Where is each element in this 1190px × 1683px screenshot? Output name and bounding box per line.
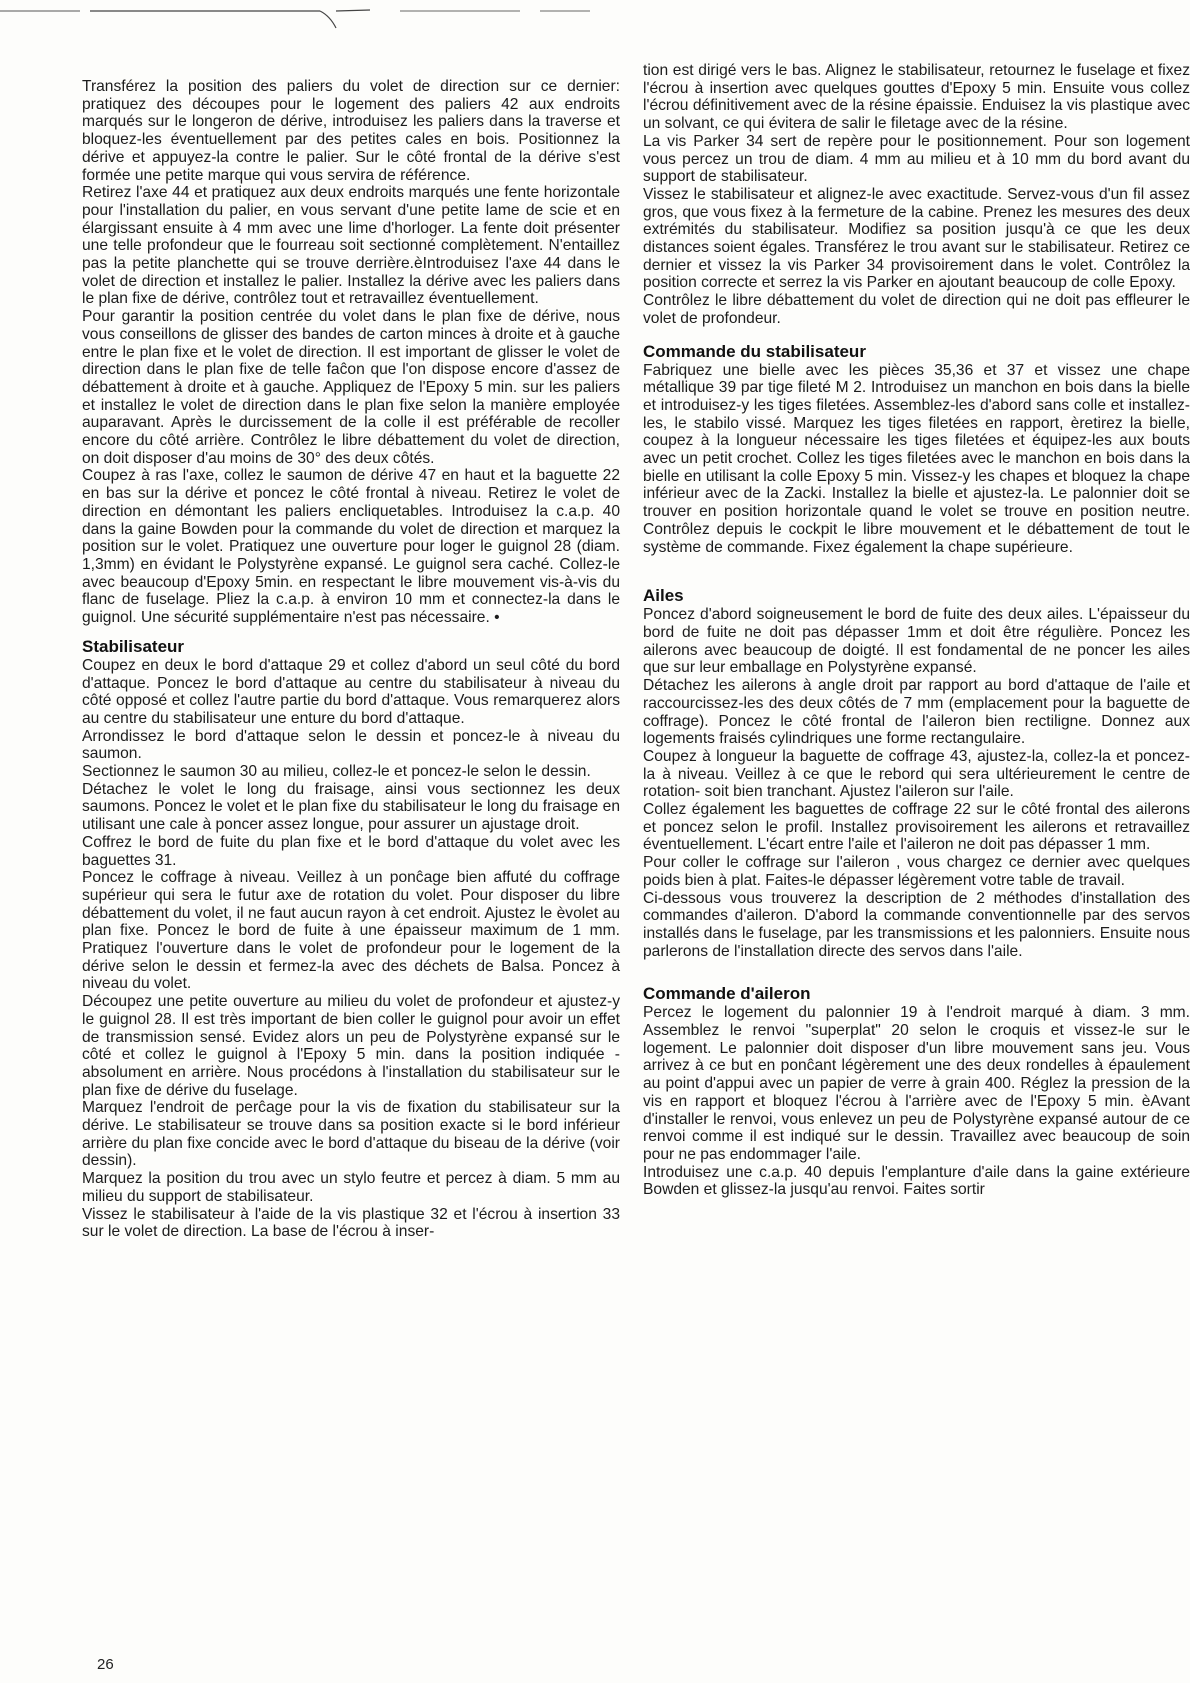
- paragraph: Marquez l'endroit de perĉage pour la vis de fixation du stabilisateur sur la dérive. Le stabilisateur se trouve dans sa position exacte si le bord inférieur arrière du plan fixe concide avec le bord d'attaque du biseau de la dérive (voir dessin).: [82, 1099, 620, 1170]
- paragraph: tion est dirigé vers le bas. Alignez le stabilisateur, retournez le fuselage et fixez l'écrou à insertion avec quelques gouttes d'Epoxy 5 min. Ensuite vous collez l'écrou définitivement avec de la résine épaissie. Enduisez la vis plastique avec un solvant, ce qui évitera de salir le filetage avec de la résine.: [643, 62, 1190, 133]
- paragraph: Coffrez le bord de fuite du plan fixe et le bord d'attaque du volet avec les baguettes 31.: [82, 833, 620, 869]
- paragraph: Retirez l'axe 44 et pratiquez aux deux endroits marqués une fente horizontale pour l'installation du palier, en vous servant d'une petite lame de scie et en élargissant ensuite à 4 mm avec une lime d'horloger. La fente doit présenter une telle profondeur que le fourreau soit sectionné complètement. N'entaillez pas la petite planchette qui se trouve derrière.èIntroduisez l'axe 44 dans le volet de direction et installez le palier. Installez la dérive avec les paliers dans le plan fixe de dérive, contrôlez tout et retravaillez éventuellement.: [82, 184, 620, 308]
- paragraph: Découpez une petite ouverture au milieu du volet de profondeur et ajustez-y le guignol 28. Il est très important de bien coller le guignol pour avoir un effet de transmission sensé. Evidez alors un peu de Polystyrène expansé sur le côté et collez le guignol à l'Epoxy 5 min. dans la position indiquée - absolument en arrière. Nous procédons à l'installation du stabilisateur sur le plan fixe de dérive du fuselage.: [82, 993, 620, 1099]
- section-heading-commande-stabilisateur: Commande du stabilisateur: [643, 341, 866, 361]
- section-heading-stabilisateur: Stabilisateur: [82, 636, 185, 656]
- paragraph: La vis Parker 34 sert de repère pour le positionnement. Pour son logement vous percez un trou de diam. 4 mm au milieu et à 10 mm du bord avant du support de stabilisateur.: [643, 132, 1190, 186]
- right-column: [643, 0, 1190, 1199]
- paragraph: Arrondissez le bord d'attaque selon le dessin et poncez-le à niveau du saumon.: [82, 727, 620, 763]
- paragraph: Pour garantir la position centrée du volet dans le plan fixe de dérive, nous vous conseillons de glisser des bandes de carton minces à droite et à gauche entre le plan fixe et le volet de direction. Il est important de glisser le volet de direction dans le plan fixe de telle faĉon que l'on dispose encore d'assez de débattement à droite et à gauche. Appliquez de l'Epoxy 5 min. sur les paliers et installez le volet de direction dans le plan fixe selon la manière employée auparavant. Après le durcissement de la colle il est préférable de recoller encore du côté arrière. Contrôlez le libre débattement du volet de direction, on doit disposer d'au moins de 30° des deux côtés.: [82, 308, 620, 467]
- paragraph: Coupez à ras l'axe, collez le saumon de dérive 47 en haut et la baguette 22 en bas sur la dérive et poncez le côté frontal à niveau. Retirez le volet de direction en démontant les paliers encliquetables. Introduisez la c.a.p. 40 dans la gaine Bowden pour la commande du volet de direction et marquez la position sur le volet. Pratiquez une ouverture pour loger le guignol 28 (diam. 1,3mm) en évidant le Polystyrène expansé. Le guignol sera caché. Collez-le avec beaucoup d'Epoxy 5min. en respectant le libre mouvement vis-à-vis du flanc de fuselage. Pliez la c.a.p. à environ 10 mm et connectez-la dans le guignol. Une sécurité supplémentaire n'est pas nécessaire. •: [82, 467, 620, 627]
- paragraph: Collez également les baguettes de coffrage 22 sur le côté frontal des ailerons et poncez selon le profil. Installez provisoirement les ailerons et retravaillez éventuellement. L'écart entre l'aile et l'aileron ne doit pas dépasser 1 mm.: [643, 801, 1190, 854]
- paragraph: Détachez les ailerons à angle droit par rapport au bord d'attaque de l'aile et raccourcissez-les des deux côtés de 7 mm (emplacement pour la baguette de coffrage). Poncez le côté frontal de l'aileron bien rectiligne. Donnez aux logements fraisés cylindriques une forme rectangulaire.: [643, 677, 1190, 748]
- paragraph: Ci-dessous vous trouverez la description de 2 méthodes d'installation des commandes d'aileron. D'abord la commande conventionnelle par des servos installés dans le fuselage, par les transmissions et les palonniers. Ensuite nous parlerons de l'installation directe des servos dans l'aile.: [643, 889, 1190, 960]
- paragraph: Contrôlez le libre débattement du volet de direction qui ne doit pas effleurer le volet de profondeur.: [643, 292, 1190, 327]
- paragraph: Coupez en deux le bord d'attaque 29 et collez d'abord un seul côté du bord d'attaque. Poncez le bord d'attaque au centre du stabilisateur à niveau du côté opposé et collez l'autre partie du bord d'attaque. Vous remarquerez alors au centre du stabilisateur une enture du bord d'attaque.: [82, 656, 620, 727]
- paragraph: Poncez d'abord soigneusement le bord de fuite des deux ailes. L'épaisseur du bord de fuite ne doit pas dépasser 1mm et doit être régulière. Poncez les ailerons avec beaucoup de doigté. Il est fondamental de ne poncer les ailes que sur leur emballage en Polystyrène expansé.: [643, 606, 1190, 677]
- paragraph: Coupez à longueur la baguette de coffrage 43, ajustez-la, collez-la et poncez-la à niveau. Veillez à ce que le rebord qui sera ultérieurement le centre de rotation- soit bien tranchant. Ajustez l'aileron sur l'aile.: [643, 747, 1190, 801]
- paragraph: Poncez le coffrage à niveau. Veillez à un ponĉage bien affuté du coffrage supérieur qui sera le futur axe de rotation du volet. Pour disposer du libre débattement du volet, il ne faut aucun rayon à cet endroit. Ajustez le èvolet au plan fixe. Poncez le bord de fuite à une épaisseur maximum de 1 mm. Pratiquez l'ouverture dans le volet de profondeur pour le logement de la dérive selon le dessin et fermez-la avec des déchets de Balsa. Poncez à niveau du volet.: [82, 869, 620, 993]
- paragraph: Sectionnez le saumon 30 au milieu, collez-le et poncez-le selon le dessin.: [82, 763, 591, 781]
- paragraph: Détachez le volet le long du fraisage, ainsi vous sectionnez les deux saumons. Poncez le volet et le plan fixe du stabilisateur le long du fraisage en utilisant une cale à poncer assez longue, pour assurer un ajustage droit.: [82, 780, 620, 834]
- paragraph: Marquez la position du trou avec un stylo feutre et percez à diam. 5 mm au milieu du support de stabilisateur.: [82, 1170, 620, 1205]
- left-column: [82, 0, 620, 1241]
- paragraph: Percez le logement du palonnier 19 à l'endroit marqué à diam. 3 mm. Assemblez le renvoi "superplat" 20 selon le croquis et vissez-le sur le logement. Le palonnier doit disposer d'un libre mouvement sans jeu. Vous arrivez à ce but en ponĉant légèrement une des deux rondelles à épaulement au point d'appui avec un papier de verre à grain 400. Réglez la pression de la vis en rapport et bloquez l'écrou à l'arrière avec de l'Epoxy 5 min. èAvant d'installer le renvoi, vous enlevez un peu de Polystyrène expansé autour de ce renvoi comme il est indiqué sur le dessin. Travaillez avec beaucoup de soin pour ne pas endommager l'aile.: [643, 1004, 1190, 1163]
- paragraph: Vissez le stabilisateur à l'aide de la vis plastique 32 et l'écrou à insertion 33 sur le volet de direction. La base de l'écrou à inser-: [82, 1205, 620, 1241]
- section-heading-commande-aileron: Commande d'aileron: [643, 984, 811, 1004]
- paragraph: Pour coller le coffrage sur l'aileron , vous chargez ce dernier avec quelques poids bien à plat. Faites-le dépasser légèrement votre table de travail.: [643, 854, 1190, 889]
- paragraph: Fabriquez une bielle avec les pièces 35,36 et 37 et vissez une chape métallique 39 par tige fileté M 2. Introduisez un manchon en bois dans la bielle et introduisez-y les tiges filetées. Assemblez-les d'abord sans colle et installez-les, le stabilo vissé. Marquez les tiges filetées en rapport, èretirez la bielle, coupez à la longueur nécessaire les tiges filetées et équipez-les aux bouts avec un petit crochet. Collez les tiges filetées avec le manchon en bois dans la bielle en utilisant la colle Epoxy 5 min. Vissez-y les chapes et bloquez la chape inférieur avec de la Zacki. Installez la bielle et ajustez-la. Le palonnier doit se trouver en position horizontale quand le volet se trouve en position neutre. Contrôlez depuis le cockpit le libre mouvement et le débattement de tout le système de commande. Fixez également la chape supérieure.: [643, 361, 1190, 556]
- paragraph: Introduisez une c.a.p. 40 depuis l'emplanture d'aile dans la gaine extérieure Bowden et glissez-la jusqu'au renvoi. Faites sortir: [643, 1163, 1190, 1199]
- paragraph: Transférez la position des paliers du volet de direction sur ce dernier: pratiquez des découpes pour le logement des paliers 42 aux endroits marqués sur le longeron de dérive, introduisez les paliers dans la traverse et bloquez-les éventuellement par des petites cales en bois. Positionnez la dérive et appuyez-la contre le palier. Sur le côté frontal de la dérive s'est formée une petite marque qui vous servira de référence.: [82, 78, 620, 184]
- section-heading-ailes: Ailes: [643, 586, 684, 606]
- paragraph: Vissez le stabilisateur et alignez-le avec exactitude. Servez-vous d'un fil assez gros, que vous fixez à la fermeture de la cabine. Prenez les mesures des deux extrémités du stabilisateur. Modifiez sa position jusqu'à ce que les deux distances soient égales. Transférez le trou avant sur le stabilisateur. Retirez ce dernier et vissez la vis Parker 34 provisoirement dans le volet. Contrôlez la position correcte et serrez la vis Parker en ajoutant beaucoup de colle Epoxy.: [643, 185, 1190, 292]
- page-number: 26: [97, 1656, 114, 1673]
